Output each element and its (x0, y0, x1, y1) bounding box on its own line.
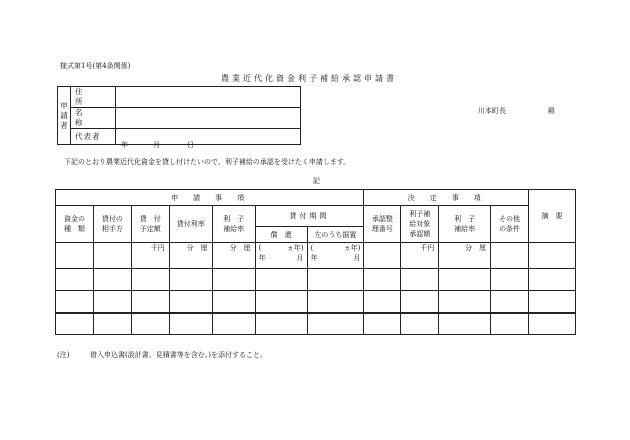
cell[interactable] (255, 291, 307, 314)
representative-label: 代表者 (71, 129, 116, 145)
header-interest-rate: 貸付利率 (169, 206, 212, 243)
cell[interactable] (93, 313, 131, 335)
cell[interactable] (93, 291, 131, 314)
cell[interactable] (255, 313, 307, 335)
unit-thousand-yen-2: 千円 (401, 243, 439, 269)
header-decided-rate: 利 子 補給率 (439, 206, 491, 243)
cell[interactable] (401, 269, 439, 291)
table-row (56, 269, 576, 291)
intro-text: 下記のとおり農業近代化資金を貸し付けたいので、利子補給の承認を受けたく申請します。 (64, 158, 351, 166)
header-approval-no: 承認整 理番号 (364, 206, 401, 243)
cell[interactable] (364, 291, 401, 314)
cell[interactable] (56, 313, 94, 335)
cell[interactable] (169, 291, 212, 314)
note-text: 借入申込書(設計書、見積書等を含む。)を添付すること。 (90, 351, 267, 359)
cell[interactable] (529, 313, 576, 335)
honorific: 殿 (548, 107, 555, 115)
table-row-total (56, 313, 576, 335)
ki-label: 記 (313, 177, 320, 185)
unit-thousand-yen: 千円 (131, 243, 169, 269)
cell[interactable] (212, 269, 255, 291)
date-day: 日 (187, 141, 194, 149)
unit-rate-2: 分 厘 (212, 243, 255, 269)
cell[interactable] (401, 291, 439, 314)
cell[interactable] (491, 291, 529, 314)
header-subsidy-rate: 利 子 補給率 (212, 206, 255, 243)
address-field[interactable] (116, 87, 301, 108)
unit-repayment-period: ( ヵ年) 年 月 (255, 243, 307, 269)
cell[interactable] (401, 313, 439, 335)
unit-rate-3: 分 厘 (439, 243, 491, 269)
name-field[interactable] (116, 108, 301, 129)
unit-deferment-period: ( ヵ年) 年 月 (307, 243, 364, 269)
cell[interactable] (364, 269, 401, 291)
date-month: 月 (153, 141, 160, 149)
header-subsidy-amount: 利子補 給対象 承認額 (401, 206, 439, 243)
table-row (56, 291, 576, 314)
address-label: 住 所 (71, 87, 116, 108)
cell[interactable] (439, 291, 491, 314)
cell[interactable] (93, 243, 131, 269)
header-lender: 貸付の 相手方 (93, 206, 131, 243)
form-title: 農業近代化資金利子補給承認申請書 (221, 74, 397, 83)
cell[interactable] (307, 269, 364, 291)
cell[interactable] (169, 313, 212, 335)
cell[interactable] (307, 313, 364, 335)
cell[interactable] (212, 291, 255, 314)
cell[interactable] (439, 313, 491, 335)
cell[interactable] (56, 243, 94, 269)
cell[interactable] (56, 269, 94, 291)
cell[interactable] (169, 269, 212, 291)
header-fund-type: 資金の 種 類 (56, 206, 94, 243)
cell[interactable] (491, 313, 529, 335)
cell[interactable] (529, 243, 576, 269)
cell[interactable] (131, 291, 169, 314)
form-number: 様式第1号(第4条関係) (60, 62, 131, 70)
cell[interactable] (491, 243, 529, 269)
cell[interactable] (491, 269, 529, 291)
header-other-conditions: その他 の条件 (491, 206, 529, 243)
group-application: 申 請 事 項 (56, 190, 364, 206)
cell[interactable] (56, 291, 94, 314)
summary-header: 摘 要 (529, 190, 576, 243)
name-label: 名 称 (71, 108, 116, 129)
unit-rate: 分 厘 (169, 243, 212, 269)
cell[interactable] (212, 313, 255, 335)
representative-field[interactable] (116, 129, 301, 145)
addressee: 川本町長 (478, 107, 506, 115)
cell[interactable] (364, 313, 401, 335)
header-loan-period: 貸付期間 (255, 206, 364, 227)
cell[interactable] (364, 243, 401, 269)
applicant-group-label: 申 請 者 (58, 87, 71, 145)
date-year: 年 (121, 141, 128, 149)
note-label: (注) (57, 351, 70, 359)
cell[interactable] (93, 269, 131, 291)
group-decision: 決 定 事 項 (364, 190, 529, 206)
cell[interactable] (307, 291, 364, 314)
cell[interactable] (131, 269, 169, 291)
cell[interactable] (529, 291, 576, 314)
applicant-table (57, 86, 301, 145)
cell[interactable] (529, 269, 576, 291)
header-repayment: 償 還 (255, 227, 307, 243)
header-planned-amount: 貸 付 予定額 (131, 206, 169, 243)
main-table (55, 189, 576, 335)
cell[interactable] (439, 269, 491, 291)
header-deferment: 左のうち据置 (307, 227, 364, 243)
cell[interactable] (255, 269, 307, 291)
cell[interactable] (131, 313, 169, 335)
